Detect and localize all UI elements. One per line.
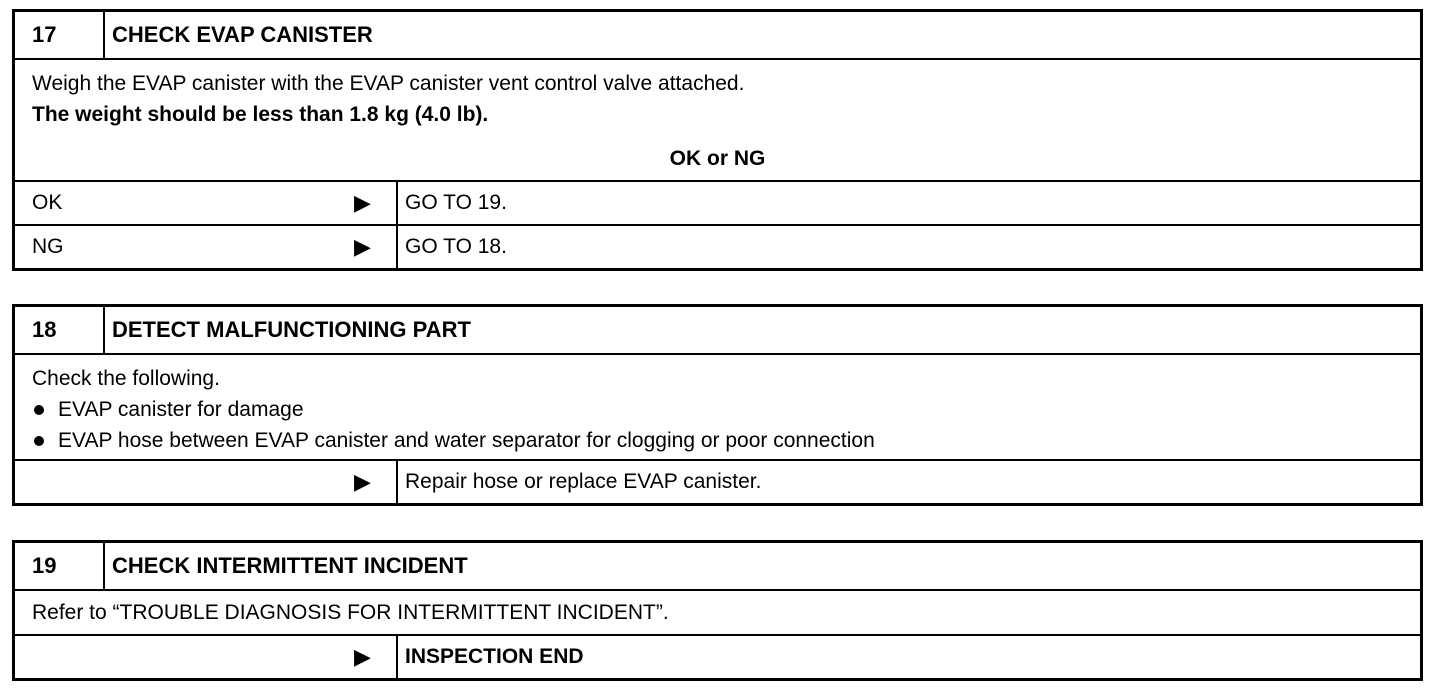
instruction-text: Weigh the EVAP canister with the EVAP canister vent control valve attached. <box>32 72 745 95</box>
step-18-box <box>12 304 1423 506</box>
step-body <box>15 58 1420 135</box>
right-triangle-arrow-icon: ▶ <box>346 636 398 678</box>
result-label <box>15 636 346 678</box>
result-row-ok <box>15 180 1420 224</box>
instruction-text: Check the following. <box>32 367 220 390</box>
step-number: 17 <box>15 12 105 58</box>
right-triangle-arrow-icon: ▶ <box>346 461 398 503</box>
bullet-item <box>32 425 1404 456</box>
result-action-link[interactable]: GO TO 19. <box>405 191 507 214</box>
result-row <box>15 634 1420 678</box>
step-number: 18 <box>15 307 105 353</box>
right-triangle-arrow-icon: ▶ <box>346 182 398 224</box>
step-body <box>15 589 1420 634</box>
result-label: OK <box>32 191 63 214</box>
result-action: Repair hose or replace EVAP canister. <box>405 470 762 493</box>
specification-text: The weight should be less than 1.8 kg (4.0 lb). <box>32 103 489 126</box>
step-19-box <box>12 540 1423 681</box>
result-label: NG <box>32 235 64 258</box>
bullet-dot-icon <box>34 436 44 446</box>
step-header <box>15 543 1420 589</box>
result-row <box>15 459 1420 503</box>
step-17-box <box>12 9 1423 271</box>
result-action-link[interactable]: GO TO 18. <box>405 235 507 258</box>
decision-label: OK or NG <box>669 147 766 170</box>
result-label <box>15 461 346 503</box>
bullet-item <box>32 394 1404 425</box>
right-triangle-arrow-icon: ▶ <box>346 226 398 268</box>
bullet-text: EVAP canister for damage <box>58 398 304 421</box>
bullet-dot-icon <box>34 405 44 415</box>
step-header <box>15 307 1420 353</box>
result-row-ng <box>15 224 1420 268</box>
result-action: INSPECTION END <box>405 645 584 668</box>
step-title: CHECK INTERMITTENT INCIDENT <box>112 553 468 578</box>
step-number: 19 <box>15 543 105 589</box>
step-body <box>15 353 1420 459</box>
bullet-text: EVAP hose between EVAP canister and water separator for clogging or poor connection <box>58 429 875 452</box>
step-header <box>15 12 1420 58</box>
step-title: DETECT MALFUNCTIONING PART <box>112 317 471 342</box>
step-title: CHECK EVAP CANISTER <box>112 22 373 47</box>
instruction-text: Refer to “TROUBLE DIAGNOSIS FOR INTERMITTENT INCIDENT”. <box>32 601 669 624</box>
